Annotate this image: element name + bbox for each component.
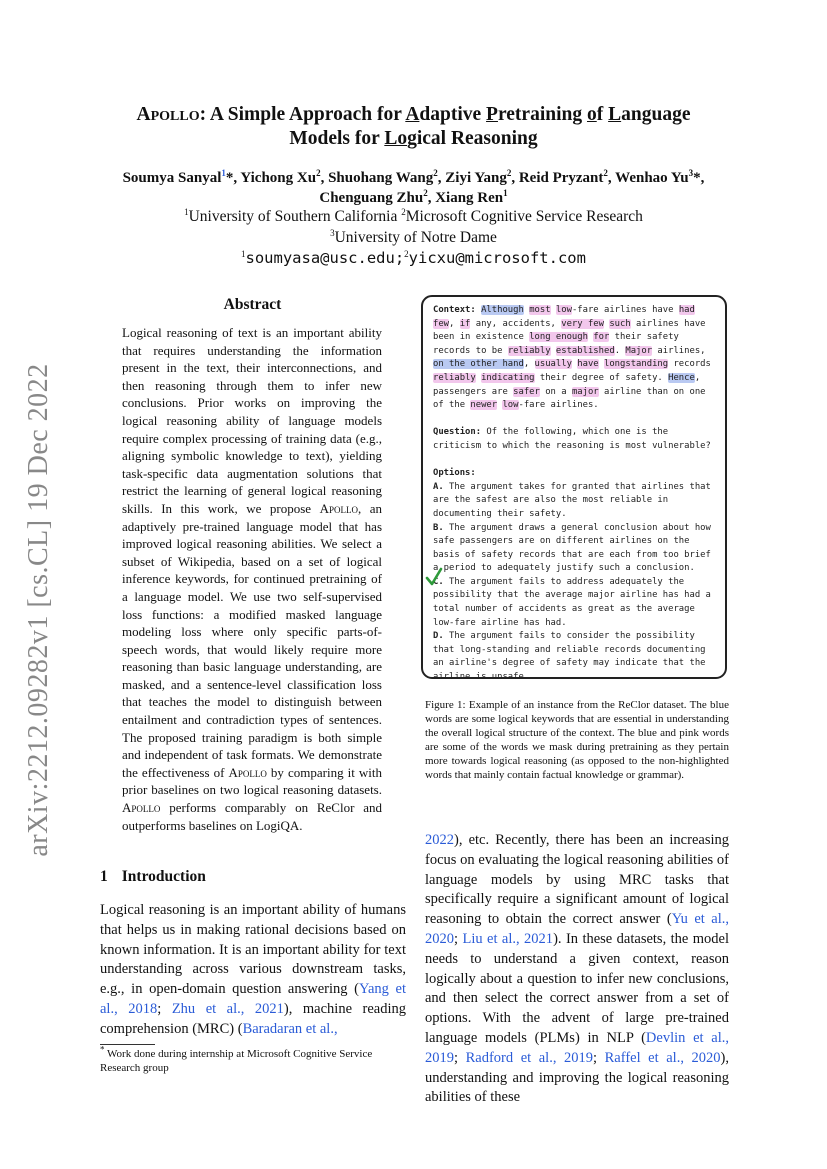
- author-list: Soumya Sanyal$^1$*, Yichong Xu$^2$, Shuohang Wang$^2$, Ziyi Yang$^2$, Reid Pryzant$^2$, Wenhao Yu$^3$*, Chenguang Zhu$^2$, Xiang Ren$^1$: [122, 168, 705, 206]
- abstract-heading: Abstract: [223, 296, 282, 313]
- citation-link[interactable]: Raffel et al., 2020: [604, 1049, 721, 1066]
- email-2[interactable]: yicxu@microsoft.com: [408, 249, 586, 267]
- figure-1-box: [421, 295, 727, 683]
- footnote-rule: [100, 1044, 155, 1045]
- citation-link[interactable]: Yang et al., 2018: [100, 981, 407, 1017]
- author: Soumya Sanyal: [122, 170, 222, 186]
- section-heading-introduction: 1 Introduction: [100, 868, 206, 885]
- citation-link[interactable]: Liu et al., 2021: [462, 930, 554, 947]
- author: Chenguang Zhu: [319, 190, 424, 206]
- affiliation-line-1: $^1$University of Southern California $^2$Microsoft Cognitive Service Research: [184, 206, 643, 225]
- abstract-body: Logical reasoning of text is an important ability that requires understanding the information present in the text, their interconnections, and then reasoning through them to infer new conclusions. Prior works on improving the logical reasoning ability of language models require complex processing of training data (e.g., aligning symbolic knowledge to text), yielding task-specific data augmentation solutions that restrict the learning of general logical reasoning skills. In this work, we propose Apollo, an adaptively pre-trained language model that has improved logical reasoning abilities. We select a subset of Wikipedia, based on a set of logical inference keywords, for continued pretraining of a language model. We use two self-supervised loss functions: a modified masked language modeling loss where only specific parts-of-speech words, that would likely require more reasoning than basic language understanding, are masked, and a sentence-level classification loss that teaches the model to distinguish between entailment and contradiction types of sentences. The proposed training paradigm is both simple and independent of task formats. We demonstrate the effectiveness of Apollo by comparing it with prior baselines on two logical reasoning datasets. Apollo performs comparably on ReClor and outperforms baselines on LogiQA.: [122, 325, 382, 833]
- author: Xiang Ren: [435, 190, 504, 206]
- option-a: A. The argument takes for granted that airlines that: [433, 481, 711, 492]
- emails: $^1$soumyasa@usc.edu;$^2$yicxu@microsoft.com: [241, 248, 586, 267]
- author: Wenhao Yu: [615, 170, 689, 186]
- author: Ziyi Yang: [445, 170, 507, 186]
- author: Shuohang Wang: [328, 170, 434, 186]
- figure-1-caption: Figure 1: Example of an instance from the ReClor dataset. The blue words are some logical keywords that are essential in understanding the overall logical structure of the context. The blue and pink words are some of the words we mask during pretraining as they pertain more towards logical reasoning (as opposed to the non-highlighted words that mainly contain factual knowledge or grammar).: [425, 699, 729, 781]
- citation-link[interactable]: Radford et al., 2019: [465, 1049, 594, 1066]
- author: Yichong Xu: [240, 170, 317, 186]
- affiliations: [80, 206, 747, 269]
- citation-link[interactable]: Yu et al., 2020: [425, 911, 729, 947]
- email-1[interactable]: soumyasa@usc.edu;: [245, 249, 405, 267]
- author: Reid Pryzant: [518, 170, 604, 186]
- citation-link[interactable]: Zhu et al., 2021: [171, 1000, 284, 1017]
- citation-link[interactable]: 2022: [425, 832, 454, 848]
- footnote: * Work done during internship at Microsoft Cognitive Service Research group: [100, 1044, 373, 1074]
- affiliation-line-2: $^3$University of Notre Dame: [330, 227, 497, 246]
- introduction-left-text: Logical reasoning is an important ability of humans that helps us in making rational decisions based on known information. It is an important ability for text understanding across various downstream tasks, e.g., in open-domain question answering (Yang et al., 2018; Zhu et al., 2021), machine reading comprehension (MRC) (Baradaran et al.,: [100, 902, 407, 1037]
- citation-link[interactable]: Baradaran et al.,: [242, 1020, 338, 1037]
- figure-1-content: Context: Although most low-fare airlines have had few, if any, accidents, very few such airlines have been in existence long enough for their safety records to be reliably established. Major airlines, on the other hand, usually have longstanding records reliably indicating their degree of safety. Hence, passengers are safer on a major airline than on one of the newer low-fare airlines. Question: Of the following, which one is the criticism to which the reasoning is most vulnerable? Options: A. The argument takes for granted that airlines that are the safest are also the most reliable in documenting their safety. B. The argument draws a general conclusion about how safe passengers are on different airlines on the basis of safety records that are each from too brief a period to adequately justify such a conclusion. C. The argument fails to address adequately the possibility that the average major airline has had a total number of accidents as great as the average low-fare airline has had. D. The argument fails to consider the possibility that long-standing and reliable records documenting an airline's degree of safety may indicate that the airline is unsafe.: [433, 304, 716, 685]
- option-c: C. The argument fails to address adequately the: [433, 576, 685, 587]
- checkmark-icon: [425, 567, 443, 587]
- option-d: D. The argument fails to consider the possibility: [433, 631, 695, 642]
- option-b: B. The argument draws a general conclusion about how: [433, 522, 711, 533]
- arxiv-identifier: arXiv:2212.09282v1 [cs.CL] 19 Dec 2022: [23, 363, 54, 857]
- citation-link[interactable]: Devlin et al., 2019: [425, 1029, 729, 1066]
- arxiv-sidebar: [14, 360, 64, 860]
- paper-title: Apollo: A Simple Approach for Adaptive Pretraining of Language Models for Logical Reasoning: [136, 104, 691, 149]
- introduction-right-text: 2022), etc. Recently, there has been an increasing focus on evaluating the logical reasoning abilities of language models by using MRC tasks that specifically require a significant amount of logical reasoning to obtain the correct answer (Yu et al., 2020; Liu et al., 2021). In these datasets, the model needs to understand a given context, reason logically about a question to infer new conclusions, and then select the correct answer from a set of options. With the advent of large pre-trained language models (PLMs) in NLP (Devlin et al., 2019; Radford et al., 2019; Raffel et al., 2020), understanding and improving the logical reasoning abilities of these: [425, 832, 729, 1106]
